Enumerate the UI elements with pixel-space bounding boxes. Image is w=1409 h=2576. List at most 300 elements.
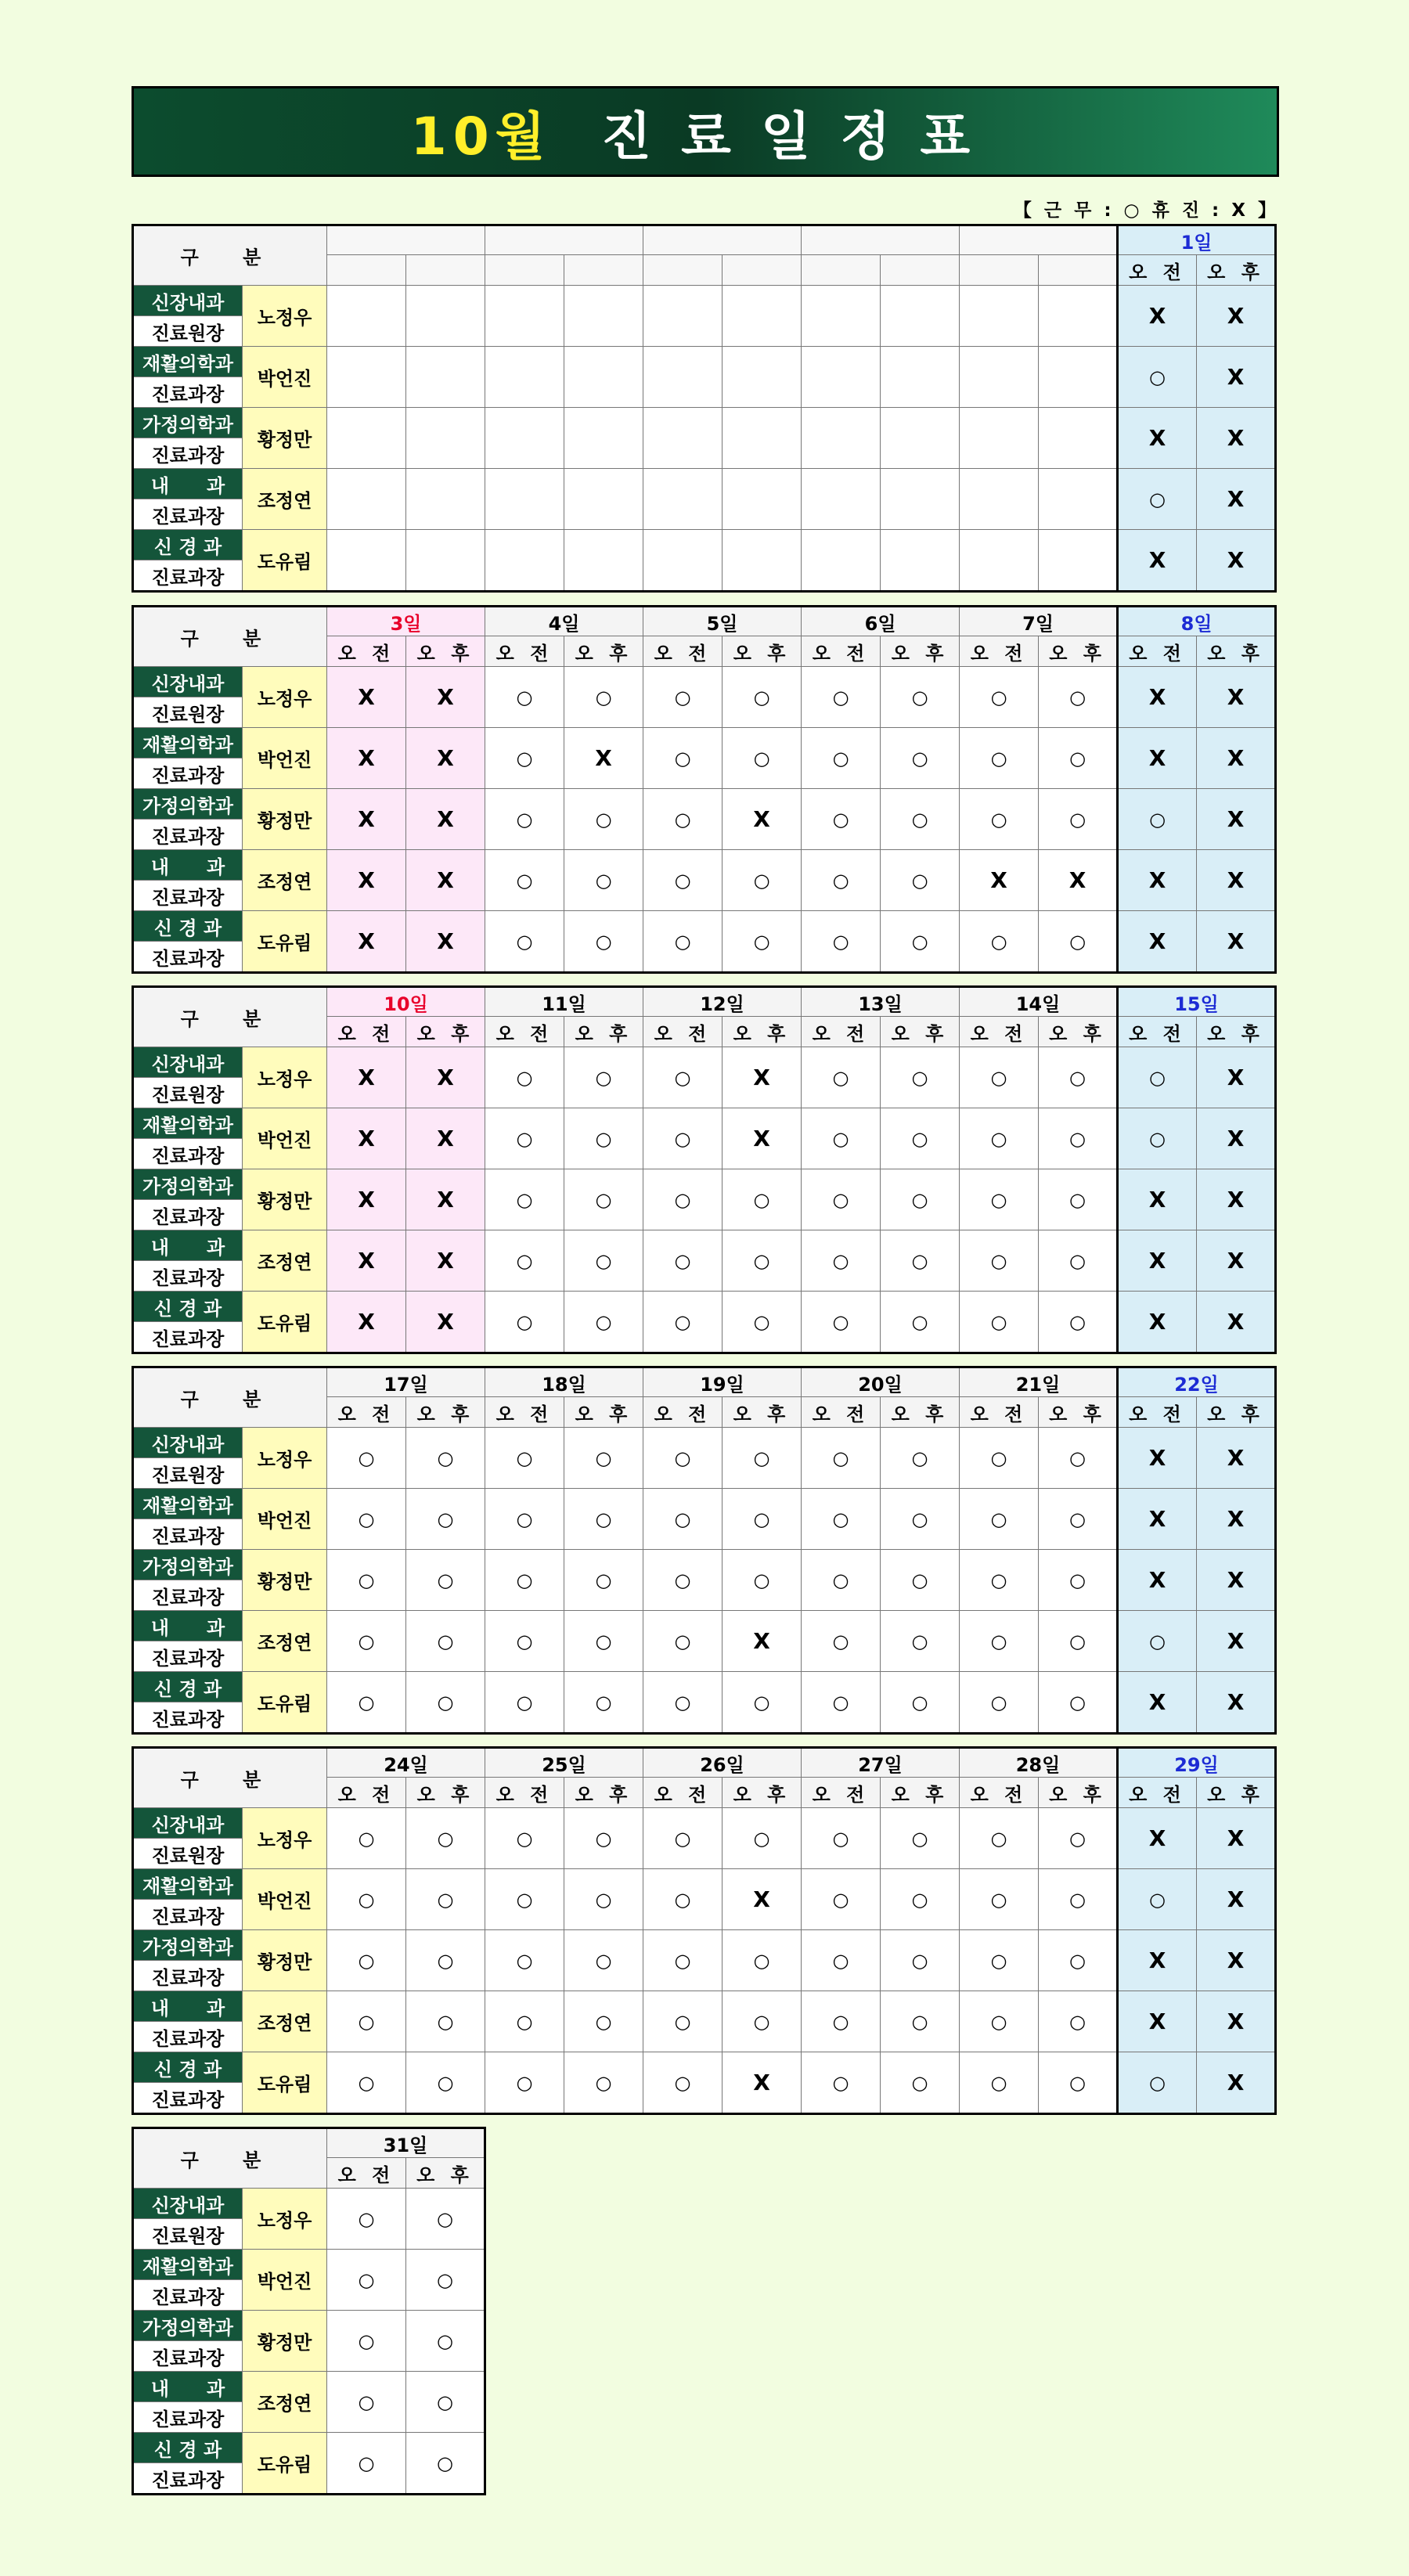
am-status: ○ [1118, 1108, 1197, 1169]
doctor-name: 도유림 [243, 1672, 327, 1734]
pm-status: X [406, 1292, 485, 1353]
pm-status: ○ [723, 1550, 802, 1611]
am-status: ○ [327, 1611, 406, 1672]
am-status: ○ [485, 1611, 564, 1672]
pm-status: ○ [564, 1930, 643, 1991]
pm-status: ○ [1039, 1808, 1118, 1869]
pm-status: ○ [881, 1230, 960, 1292]
am-header: 오 전 [643, 1397, 723, 1428]
day-header: 12일 [643, 987, 802, 1017]
doctor-name: 황정만 [243, 408, 327, 469]
pm-status: X [1197, 1611, 1276, 1672]
pm-status: ○ [564, 1292, 643, 1353]
pm-header: 오 후 [406, 1397, 485, 1428]
pm-status: ○ [1039, 1611, 1118, 1672]
doctor-name: 조정연 [243, 1230, 327, 1292]
pm-status: X [723, 1869, 802, 1930]
am-status: ○ [327, 1869, 406, 1930]
am-status: ○ [1118, 347, 1197, 408]
pm-header: 오 후 [564, 1397, 643, 1428]
doctor-title: 진료과장 [133, 2280, 243, 2311]
doctor-dept: 재활의학과 [133, 2250, 243, 2280]
doctor-title: 진료원장 [133, 2219, 243, 2250]
am-status [802, 530, 881, 592]
am-status: ○ [643, 728, 723, 789]
doctor-title: 진료원장 [133, 1458, 243, 1489]
doctor-dept: 신장내과 [133, 1808, 243, 1839]
pm-status: ○ [881, 1808, 960, 1869]
doctor-dept: 가정의학과 [133, 1930, 243, 1961]
pm-status: ○ [881, 789, 960, 850]
am-status: ○ [643, 1550, 723, 1611]
pm-header: 오 후 [1197, 1397, 1276, 1428]
pm-status: X [1197, 1869, 1276, 1930]
pm-status: ○ [881, 1108, 960, 1169]
am-status: X [327, 667, 406, 728]
day-header: 5일 [643, 607, 802, 636]
pm-status: ○ [406, 2311, 485, 2372]
am-status: ○ [960, 1611, 1039, 1672]
pm-status: ○ [1039, 1169, 1118, 1230]
doctor-dept: 내 과 [133, 850, 243, 881]
pm-status: ○ [406, 1808, 485, 1869]
am-status: ○ [485, 667, 564, 728]
pm-status: ○ [881, 2052, 960, 2114]
pm-status: ○ [406, 2372, 485, 2433]
pm-status: X [406, 1047, 485, 1108]
pm-status: ○ [1039, 789, 1118, 850]
day-header [802, 225, 960, 255]
am-header [327, 255, 406, 286]
doctor-name: 노정우 [243, 1428, 327, 1489]
am-status: ○ [1118, 469, 1197, 530]
am-status: ○ [960, 1550, 1039, 1611]
am-status: ○ [802, 1108, 881, 1169]
doctor-dept: 신장내과 [133, 286, 243, 316]
pm-status: ○ [564, 1047, 643, 1108]
week-table [132, 2127, 486, 2495]
pm-header: 오 후 [881, 1017, 960, 1047]
doctor-title: 진료과장 [133, 758, 243, 789]
am-status: X [327, 911, 406, 973]
pm-status: ○ [1039, 911, 1118, 973]
day-header [327, 225, 485, 255]
doctor-name: 조정연 [243, 850, 327, 911]
am-header: 오 전 [1118, 1397, 1197, 1428]
am-status: ○ [1118, 1047, 1197, 1108]
pm-status [881, 530, 960, 592]
am-status: ○ [643, 1169, 723, 1230]
am-status: ○ [960, 1428, 1039, 1489]
pm-status: ○ [723, 1991, 802, 2052]
am-status: X [1118, 1428, 1197, 1489]
pm-header: 오 후 [1197, 1017, 1276, 1047]
doctor-name: 조정연 [243, 2372, 327, 2433]
pm-status: ○ [564, 1869, 643, 1930]
am-header: 오 전 [960, 1397, 1039, 1428]
pm-status: ○ [1039, 1428, 1118, 1489]
am-status [485, 530, 564, 592]
pm-status: ○ [723, 1428, 802, 1489]
pm-header: 오 후 [406, 1017, 485, 1047]
pm-status: X [1197, 1550, 1276, 1611]
am-status: ○ [960, 1108, 1039, 1169]
pm-status: ○ [406, 2189, 485, 2250]
am-status: ○ [485, 1808, 564, 1869]
pm-status [564, 347, 643, 408]
am-status: X [327, 1108, 406, 1169]
day-header: 15일 [1118, 987, 1276, 1017]
week-table [132, 1366, 1277, 1735]
gubun-header: 구 분 [133, 607, 327, 667]
legend: 【 근 무 : ○ 휴 진 : X 】 [1013, 200, 1279, 221]
am-status: ○ [960, 728, 1039, 789]
am-status: ○ [485, 1108, 564, 1169]
pm-status: ○ [564, 667, 643, 728]
am-status: ○ [802, 1672, 881, 1734]
am-header: 오 전 [643, 1017, 723, 1047]
am-status: ○ [327, 2433, 406, 2495]
am-header: 오 전 [485, 1778, 564, 1808]
pm-status: ○ [723, 1808, 802, 1869]
pm-status: X [564, 728, 643, 789]
doctor-dept: 가정의학과 [133, 2311, 243, 2341]
pm-status [723, 347, 802, 408]
day-header: 31일 [327, 2128, 485, 2158]
doctor-title: 진료원장 [133, 316, 243, 347]
am-status [643, 347, 723, 408]
pm-status: X [1197, 2052, 1276, 2114]
pm-status: ○ [564, 1108, 643, 1169]
gubun-header: 구 분 [133, 1748, 327, 1808]
day-header: 4일 [485, 607, 643, 636]
am-status: ○ [643, 789, 723, 850]
am-status [643, 469, 723, 530]
pm-status: ○ [406, 1611, 485, 1672]
doctor-name: 박언진 [243, 1108, 327, 1169]
pm-status: ○ [723, 911, 802, 973]
am-status: ○ [802, 1428, 881, 1489]
pm-status: X [1197, 667, 1276, 728]
pm-status: X [1197, 469, 1276, 530]
pm-header: 오 후 [723, 636, 802, 667]
doctor-dept: 내 과 [133, 1230, 243, 1261]
am-status: X [1118, 850, 1197, 911]
am-status: ○ [1118, 789, 1197, 850]
pm-status: ○ [564, 2052, 643, 2114]
pm-status [723, 469, 802, 530]
pm-status: ○ [1039, 2052, 1118, 2114]
am-status: ○ [802, 1869, 881, 1930]
am-status: X [327, 850, 406, 911]
doctor-title: 진료과장 [133, 1322, 243, 1353]
am-status: X [327, 728, 406, 789]
pm-status: X [1197, 1991, 1276, 2052]
week-table [132, 985, 1277, 1354]
am-status: ○ [643, 911, 723, 973]
am-status [802, 286, 881, 347]
doctor-dept: 내 과 [133, 1611, 243, 1641]
doctor-dept: 재활의학과 [133, 347, 243, 377]
pm-status: ○ [723, 1292, 802, 1353]
day-header: 29일 [1118, 1748, 1276, 1778]
pm-status: X [406, 728, 485, 789]
doctor-title: 진료과장 [133, 1900, 243, 1930]
pm-status [406, 286, 485, 347]
am-status: X [1118, 286, 1197, 347]
am-status: ○ [485, 1292, 564, 1353]
pm-header: 오 후 [406, 1778, 485, 1808]
am-status: ○ [485, 1550, 564, 1611]
pm-status [406, 530, 485, 592]
am-status [643, 286, 723, 347]
am-status: ○ [960, 1292, 1039, 1353]
am-status: X [1118, 1808, 1197, 1869]
am-status: ○ [327, 1672, 406, 1734]
pm-status [406, 347, 485, 408]
doctor-dept: 내 과 [133, 1991, 243, 2022]
day-header: 3일 [327, 607, 485, 636]
day-header: 24일 [327, 1748, 485, 1778]
pm-status: ○ [564, 1991, 643, 2052]
pm-status: X [1197, 286, 1276, 347]
am-status: ○ [643, 1047, 723, 1108]
pm-status: X [406, 667, 485, 728]
pm-status: ○ [406, 1930, 485, 1991]
pm-status: X [1197, 1428, 1276, 1489]
am-status: ○ [327, 2372, 406, 2433]
pm-status: ○ [406, 1869, 485, 1930]
pm-status: X [1197, 850, 1276, 911]
pm-status: X [406, 1108, 485, 1169]
am-status: ○ [802, 850, 881, 911]
gubun-header: 구 분 [133, 1367, 327, 1428]
doctor-dept: 재활의학과 [133, 1489, 243, 1519]
am-header: 오 전 [643, 1778, 723, 1808]
doctor-name: 황정만 [243, 1169, 327, 1230]
pm-status [881, 286, 960, 347]
am-status: X [960, 850, 1039, 911]
am-status: ○ [960, 1869, 1039, 1930]
day-header: 18일 [485, 1367, 643, 1397]
doctor-title: 진료과장 [133, 2022, 243, 2052]
am-status [327, 286, 406, 347]
pm-status: ○ [881, 1047, 960, 1108]
am-status: ○ [802, 1292, 881, 1353]
pm-status: ○ [564, 911, 643, 973]
pm-status: ○ [881, 850, 960, 911]
pm-status: ○ [1039, 1489, 1118, 1550]
pm-status: X [723, 789, 802, 850]
pm-header [406, 255, 485, 286]
am-status [485, 286, 564, 347]
am-header [643, 255, 723, 286]
doctor-title: 진료과장 [133, 2341, 243, 2372]
am-status: X [1118, 530, 1197, 592]
pm-status: X [1197, 1930, 1276, 1991]
pm-header: 오 후 [1039, 1778, 1118, 1808]
pm-status: ○ [1039, 1672, 1118, 1734]
pm-header: 오 후 [1039, 636, 1118, 667]
doctor-name: 조정연 [243, 469, 327, 530]
pm-header: 오 후 [564, 1778, 643, 1808]
pm-status: X [406, 1230, 485, 1292]
pm-header [881, 255, 960, 286]
week-table [132, 1746, 1277, 2115]
pm-status: ○ [564, 1428, 643, 1489]
pm-status: X [723, 2052, 802, 2114]
am-status: ○ [643, 1428, 723, 1489]
am-status: ○ [643, 2052, 723, 2114]
doctor-dept: 재활의학과 [133, 1869, 243, 1900]
am-status: ○ [643, 1672, 723, 1734]
doctor-title: 진료과장 [133, 1261, 243, 1292]
pm-status [881, 408, 960, 469]
am-status: ○ [327, 2250, 406, 2311]
am-status: ○ [485, 1672, 564, 1734]
doctor-dept: 가정의학과 [133, 789, 243, 820]
pm-status: ○ [406, 1550, 485, 1611]
am-status: ○ [960, 667, 1039, 728]
am-status: ○ [485, 1428, 564, 1489]
am-header: 오 전 [327, 636, 406, 667]
am-status [960, 286, 1039, 347]
pm-status [1039, 469, 1118, 530]
pm-status [564, 530, 643, 592]
doctor-dept: 가정의학과 [133, 1550, 243, 1580]
pm-header: 오 후 [723, 1017, 802, 1047]
doctor-name: 노정우 [243, 667, 327, 728]
pm-status: ○ [1039, 728, 1118, 789]
am-status: X [327, 1230, 406, 1292]
am-header: 오 전 [802, 636, 881, 667]
doctor-title: 진료과장 [133, 1702, 243, 1734]
am-status: ○ [485, 911, 564, 973]
pm-status: X [723, 1108, 802, 1169]
am-status: X [1118, 667, 1197, 728]
am-status: ○ [960, 1991, 1039, 2052]
pm-status [1039, 347, 1118, 408]
doctor-dept: 신 경 과 [133, 2052, 243, 2083]
am-status [327, 347, 406, 408]
doctor-dept: 재활의학과 [133, 728, 243, 758]
am-header [485, 255, 564, 286]
day-header: 8일 [1118, 607, 1276, 636]
am-header: 오 전 [327, 2158, 406, 2189]
am-status: ○ [643, 1108, 723, 1169]
am-status: ○ [960, 1489, 1039, 1550]
am-status: ○ [327, 1930, 406, 1991]
doctor-dept: 신장내과 [133, 1428, 243, 1458]
week-table [132, 605, 1277, 974]
pm-status: X [1197, 1230, 1276, 1292]
pm-status [881, 469, 960, 530]
doctor-name: 노정우 [243, 1047, 327, 1108]
doctor-dept: 신 경 과 [133, 1292, 243, 1322]
am-header: 오 전 [1118, 255, 1197, 286]
am-status: ○ [643, 850, 723, 911]
am-status: ○ [327, 1550, 406, 1611]
am-status [802, 408, 881, 469]
pm-status: ○ [881, 1428, 960, 1489]
am-status [802, 347, 881, 408]
am-status: ○ [960, 1230, 1039, 1292]
doctor-name: 조정연 [243, 1991, 327, 2052]
doctor-dept: 재활의학과 [133, 1108, 243, 1139]
am-status: ○ [1118, 1611, 1197, 1672]
pm-header [564, 255, 643, 286]
pm-status [1039, 408, 1118, 469]
pm-header: 오 후 [881, 1778, 960, 1808]
pm-status [723, 530, 802, 592]
doctor-title: 진료과장 [133, 1519, 243, 1550]
doctor-dept: 신장내과 [133, 667, 243, 697]
am-status: ○ [643, 1292, 723, 1353]
pm-status: ○ [723, 1489, 802, 1550]
am-status: ○ [802, 667, 881, 728]
am-header: 오 전 [802, 1397, 881, 1428]
doctor-title: 진료과장 [133, 438, 243, 469]
pm-header: 오 후 [723, 1778, 802, 1808]
pm-status [406, 408, 485, 469]
am-status: X [1118, 1930, 1197, 1991]
am-status: ○ [960, 1047, 1039, 1108]
am-status [960, 469, 1039, 530]
am-status: ○ [802, 911, 881, 973]
am-status [960, 408, 1039, 469]
pm-status: ○ [564, 1611, 643, 1672]
pm-status: ○ [406, 1428, 485, 1489]
pm-status: X [1197, 911, 1276, 973]
am-header [802, 255, 881, 286]
doctor-title: 진료원장 [133, 1078, 243, 1108]
am-status: ○ [802, 1808, 881, 1869]
doctor-name: 노정우 [243, 1808, 327, 1869]
pm-status: ○ [406, 2250, 485, 2311]
pm-status [1039, 286, 1118, 347]
pm-status: X [406, 911, 485, 973]
day-header: 22일 [1118, 1367, 1276, 1397]
am-header: 오 전 [802, 1017, 881, 1047]
doctor-dept: 신 경 과 [133, 2433, 243, 2463]
am-status: X [1118, 911, 1197, 973]
day-header [643, 225, 802, 255]
am-status: ○ [485, 2052, 564, 2114]
pm-header: 오 후 [723, 1397, 802, 1428]
doctor-dept: 가정의학과 [133, 408, 243, 438]
pm-status [564, 469, 643, 530]
am-status: ○ [1118, 2052, 1197, 2114]
am-status: ○ [802, 1169, 881, 1230]
pm-header: 오 후 [1039, 1397, 1118, 1428]
am-status: ○ [960, 1169, 1039, 1230]
doctor-title: 진료과장 [133, 377, 243, 408]
am-header: 오 전 [327, 1397, 406, 1428]
pm-status: ○ [881, 1869, 960, 1930]
doctor-dept: 내 과 [133, 469, 243, 499]
am-status: X [327, 1047, 406, 1108]
am-status: ○ [485, 1489, 564, 1550]
day-header: 11일 [485, 987, 643, 1017]
day-header: 25일 [485, 1748, 643, 1778]
doctor-name: 조정연 [243, 1611, 327, 1672]
pm-status: X [406, 850, 485, 911]
pm-header: 오 후 [564, 1017, 643, 1047]
day-header: 1일 [1118, 225, 1276, 255]
am-status: ○ [327, 2189, 406, 2250]
title-banner [132, 86, 1279, 177]
doctor-name: 노정우 [243, 2189, 327, 2250]
